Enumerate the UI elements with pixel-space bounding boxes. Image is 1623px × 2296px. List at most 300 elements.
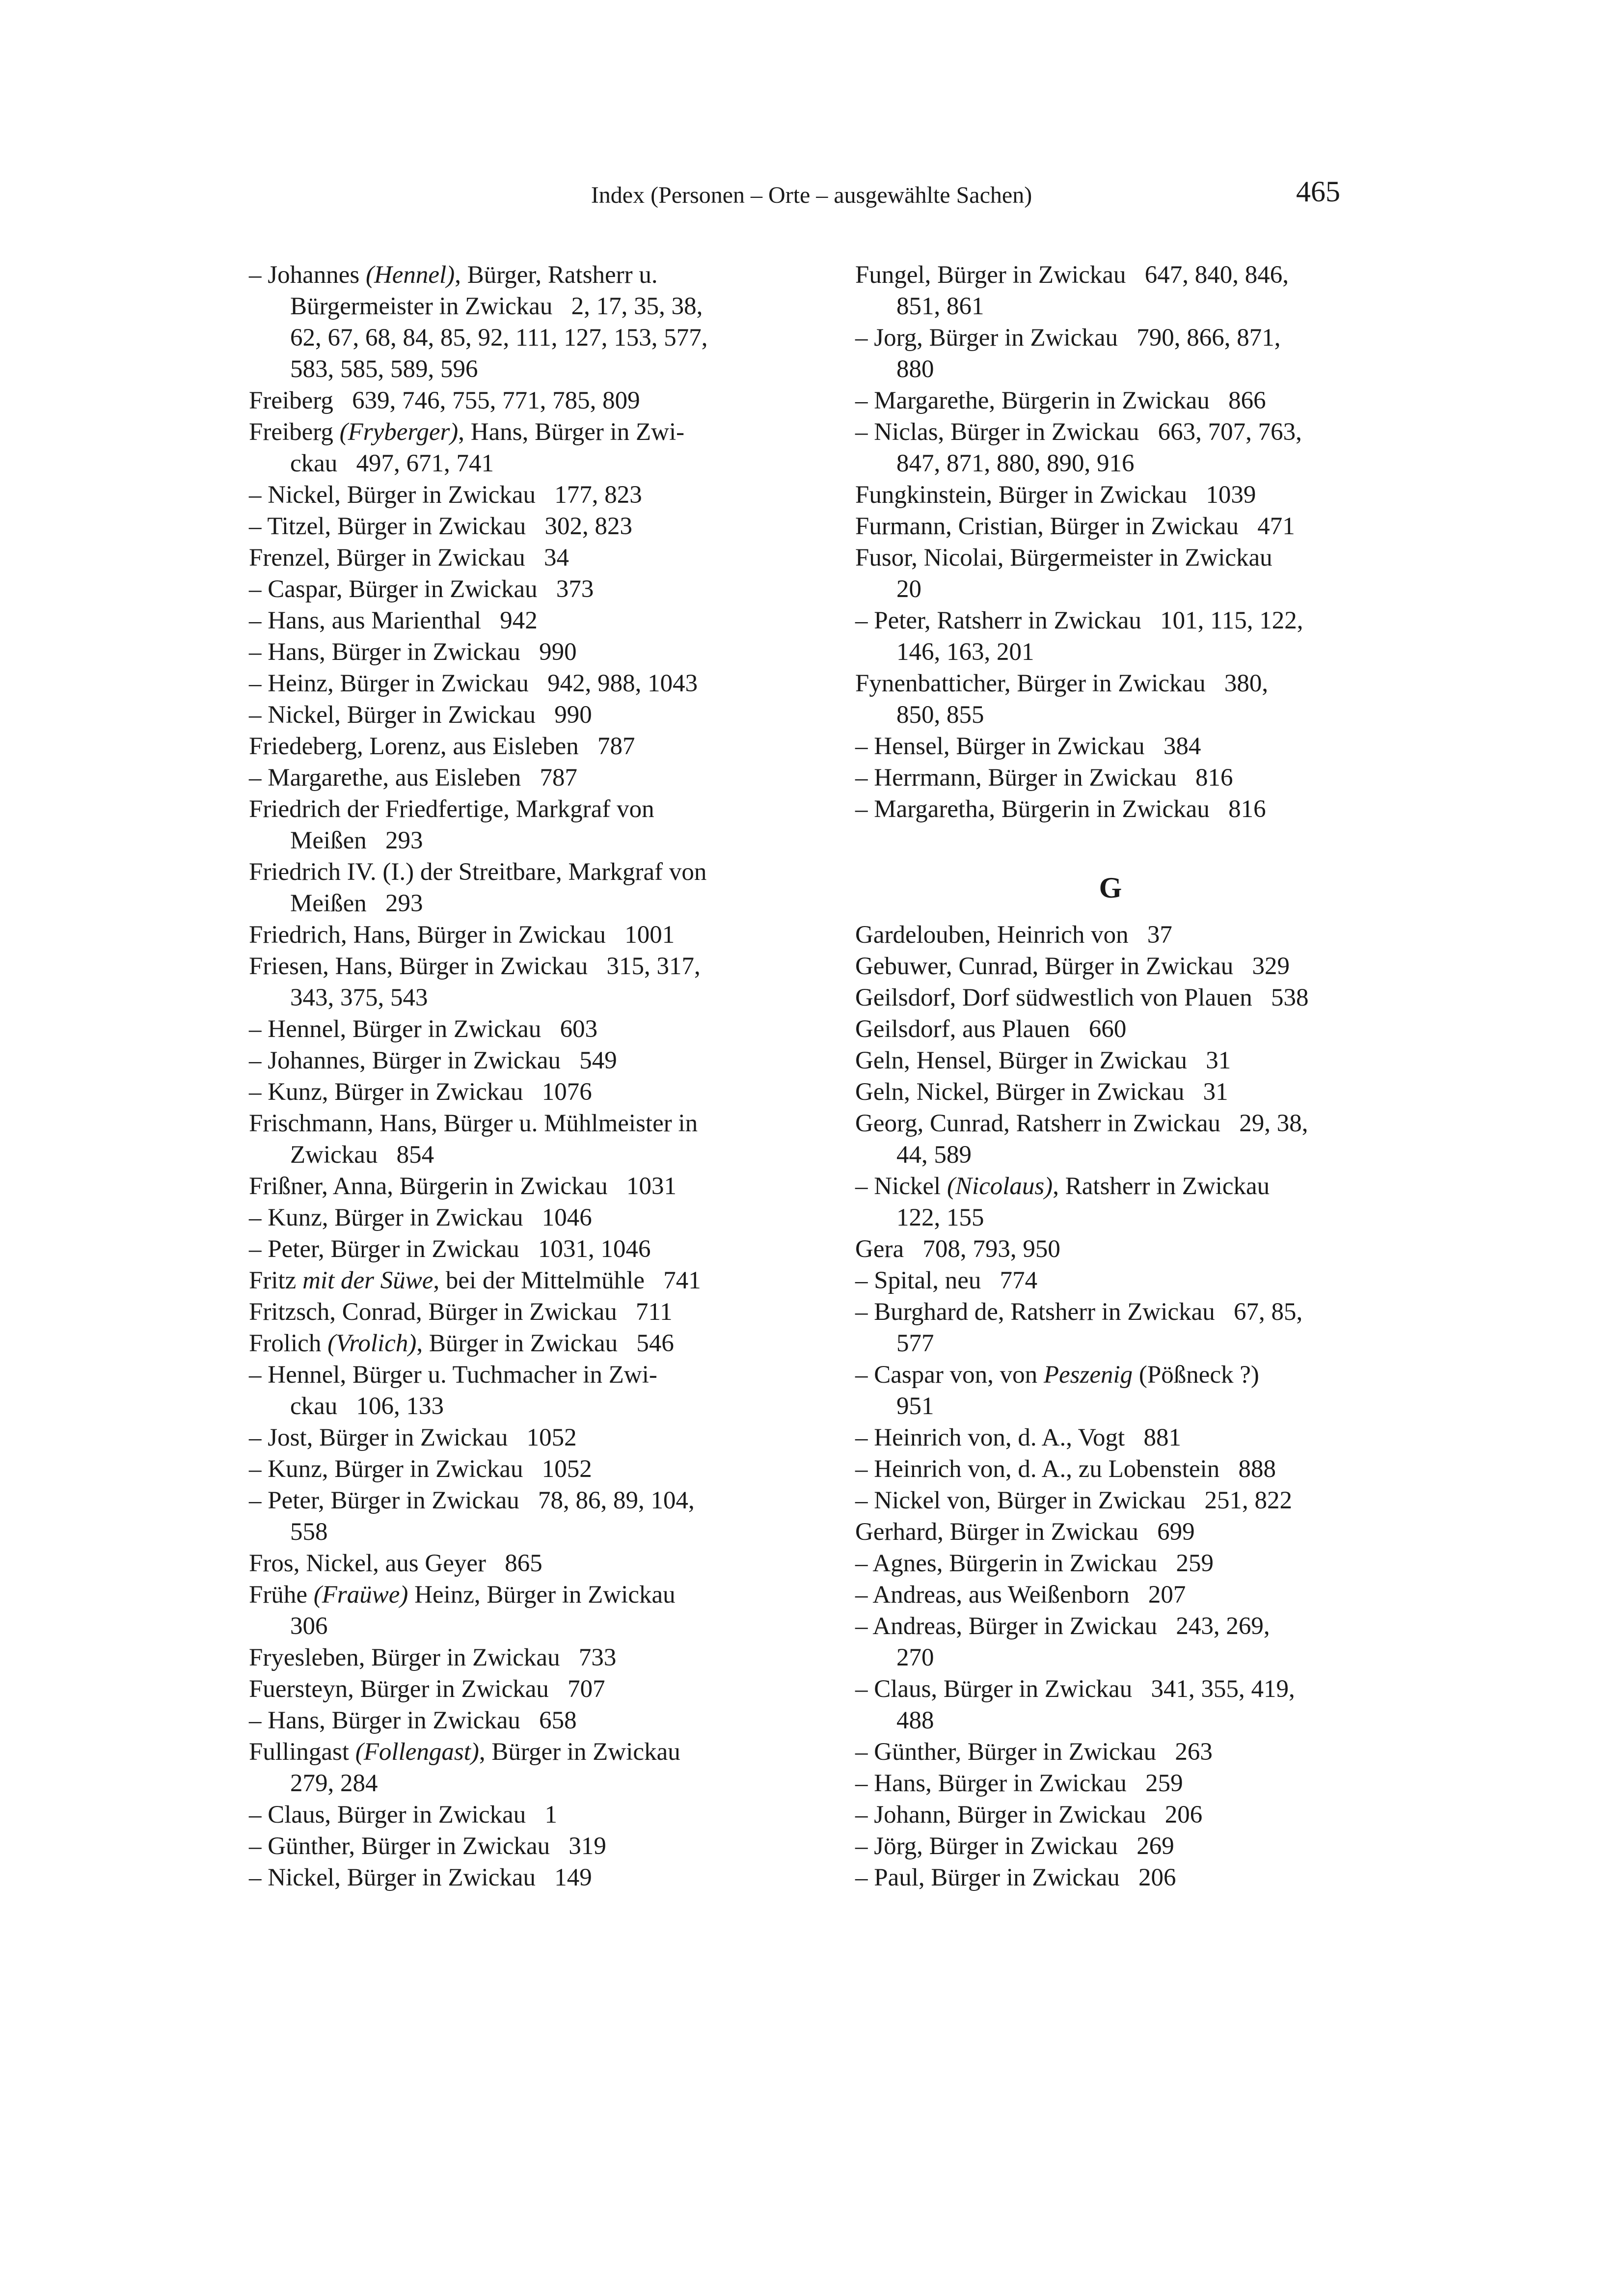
entry-text: – Jörg, Bürger in Zwickau 269 [855,1832,1174,1860]
index-entry-line [249,636,759,668]
index-entry [249,1642,759,1673]
index-entry [249,1171,759,1202]
entry-italic-text: (Hennel) [365,261,455,289]
entry-text: ckau 497, 671, 741 [290,450,494,477]
index-entry-line [855,385,1366,416]
entry-text: – Andreas, Bürger in Zwickau 243, 269, [855,1613,1270,1640]
entry-text: Fynenbatticher, Bürger in Zwickau 380, [855,670,1269,697]
entry-text: Gardelouben, Heinrich von 37 [855,921,1172,949]
index-entry [855,416,1366,479]
index-entry [855,1359,1366,1422]
index-entry-line [855,1831,1366,1862]
index-entry-line [855,511,1366,542]
entry-text: – Hans, Bürger in Zwickau 658 [249,1707,577,1734]
index-entry-line [855,1171,1366,1202]
entry-text: 880 [896,355,934,383]
entry-text: – Johannes, Bürger in Zwickau 549 [249,1047,617,1074]
entry-text: 20 [896,575,921,603]
index-entry-continuation [855,1139,1366,1171]
index-entry [855,1108,1366,1171]
index-entry [855,1485,1366,1516]
entry-text: – Titzel, Bürger in Zwickau 302, 823 [249,513,633,540]
index-column-right [855,259,1366,1893]
entry-text: – Margaretha, Bürgerin in Zwickau 816 [855,795,1266,823]
entry-text: 270 [896,1644,934,1671]
index-entry-line [855,1045,1366,1076]
index-entry-continuation [249,1391,759,1422]
entry-text: 343, 375, 543 [290,984,428,1011]
entry-text: – Caspar von, von [855,1361,1044,1389]
entry-text: Geln, Nickel, Bürger in Zwickau 31 [855,1078,1228,1106]
index-entry-line [249,1485,759,1516]
index-entry [855,1516,1366,1548]
index-entry [249,1328,759,1359]
index-entry-line [855,1579,1366,1611]
index-entry-line [249,605,759,636]
index-entry-continuation [855,1642,1366,1673]
entry-text: Fungel, Bürger in Zwickau 647, 840, 846, [855,261,1289,289]
entry-text: 850, 855 [896,701,984,729]
index-entry [855,1422,1366,1453]
index-entry [855,982,1366,1013]
index-entry [249,1548,759,1579]
index-entry-continuation [855,636,1366,668]
entry-text: Geilsdorf, aus Plauen 660 [855,1015,1127,1043]
index-entry-line [855,322,1366,354]
index-entry-line [249,1453,759,1485]
entry-text: Furmann, Cristian, Bürger in Zwickau 471 [855,513,1295,540]
index-entry-continuation [855,1202,1366,1233]
entry-text: – Margarethe, Bürgerin in Zwickau 866 [855,387,1266,414]
index-entry [249,1359,759,1422]
index-entry [249,1799,759,1831]
index-entry-continuation [855,448,1366,479]
index-entry [249,385,759,416]
index-entry-line [249,699,759,731]
index-entry-line [855,1076,1366,1108]
index-entry-line [249,1673,759,1705]
entry-text: Fritz [249,1267,303,1294]
entry-text: – Nickel von, Bürger in Zwickau 251, 822 [855,1487,1292,1514]
entry-text: 951 [896,1393,934,1420]
entry-text: – Heinz, Bürger in Zwickau 942, 988, 1043 [249,670,698,697]
index-entry-line [249,1328,759,1359]
index-entry [855,1265,1366,1296]
entry-text: – Kunz, Bürger in Zwickau 1076 [249,1078,592,1106]
index-entry-line [249,1736,759,1768]
index-entry-continuation [249,354,759,385]
index-entry [249,1296,759,1328]
entry-text: 122, 155 [896,1204,984,1231]
index-entry [249,1013,759,1045]
entry-text: – Heinrich von, d. A., Vogt 881 [855,1424,1181,1451]
index-group-f-continued [855,259,1366,825]
index-entry [249,636,759,668]
index-entry-continuation [855,291,1366,322]
index-entry-line [249,385,759,416]
entry-text: Frolich [249,1330,328,1357]
entry-text: – Hennel, Bürger u. Tuchmacher in Zwi- [249,1361,657,1389]
entry-italic-text: (Fraüwe) [313,1581,408,1609]
index-entry [249,259,759,385]
index-entry-line [249,951,759,982]
entry-text: – Kunz, Bürger in Zwickau 1052 [249,1455,592,1483]
entry-text: – Spital, neu 774 [855,1267,1038,1294]
entry-text: Friesen, Hans, Bürger in Zwickau 315, 317, [249,953,701,980]
entry-text: , Hans, Bürger in Zwi- [458,418,685,446]
running-header: Index (Personen – Orte – ausgewählte Sachen) [591,182,1032,208]
index-entry [855,542,1366,605]
entry-text: – Nickel, Bürger in Zwickau 990 [249,701,592,729]
index-entry-line [855,919,1366,951]
index-entry-line [855,731,1366,762]
entry-text: Bürgermeister in Zwickau 2, 17, 35, 38, [290,293,703,320]
entry-text: Gerhard, Bürger in Zwickau 699 [855,1518,1195,1546]
entry-text: Fryesleben, Bürger in Zwickau 733 [249,1644,617,1671]
entry-text: Zwickau 854 [290,1141,434,1169]
index-entry-line [249,542,759,574]
index-entry-line [855,668,1366,699]
index-entry-continuation [249,322,759,354]
index-entry [855,951,1366,982]
entry-text: – Johann, Bürger in Zwickau 206 [855,1801,1203,1829]
index-entry [249,1422,759,1453]
index-entry-line [855,416,1366,448]
entry-italic-text: mit der Süwe [302,1267,433,1294]
index-entry-continuation [249,448,759,479]
entry-text: – Hennel, Bürger in Zwickau 603 [249,1015,598,1043]
index-entry [855,605,1366,668]
entry-text: 488 [896,1707,934,1734]
index-entry [855,731,1366,762]
entry-text: Fritzsch, Conrad, Bürger in Zwickau 711 [249,1298,673,1326]
index-entry-line [855,1516,1366,1548]
index-entry-line [249,574,759,605]
entry-italic-text: (Follengast) [355,1738,479,1766]
index-entry-line [249,793,759,825]
index-entry [855,762,1366,793]
index-entry-line [249,1799,759,1831]
index-entry-continuation [249,1139,759,1171]
entry-text: Fungkinstein, Bürger in Zwickau 1039 [855,481,1256,509]
index-entry-line [855,1611,1366,1642]
index-entry-line [249,1108,759,1139]
index-entry-line [249,1045,759,1076]
index-entry [249,1673,759,1705]
entry-text: 583, 585, 589, 596 [290,355,478,383]
index-entry [855,1799,1366,1831]
index-entry-line [249,1705,759,1736]
entry-text: – Niclas, Bürger in Zwickau 663, 707, 763, [855,418,1302,446]
index-entry-line [249,1642,759,1673]
index-entry [249,856,759,919]
index-entry [249,1485,759,1548]
index-entry [249,1736,759,1799]
index-entry [855,479,1366,511]
index-column-left [249,259,759,1893]
index-entry-line [855,1265,1366,1296]
index-entry-line [855,982,1366,1013]
index-entry [249,1233,759,1265]
index-entry [249,1045,759,1076]
entry-italic-text: (Fryberger) [339,418,459,446]
entry-text: Fullingast [249,1738,355,1766]
entry-text: – Peter, Bürger in Zwickau 78, 86, 89, 104, [249,1487,695,1514]
index-entry-line [855,1453,1366,1485]
entry-text: , bei der Mittelmühle 741 [433,1267,701,1294]
entry-text: – Günther, Bürger in Zwickau 263 [855,1738,1213,1766]
index-entry [855,1233,1366,1265]
entry-text: – Margarethe, aus Eisleben 787 [249,764,577,792]
index-entry-continuation [249,888,759,919]
entry-text: – Andreas, aus Weißenborn 207 [855,1581,1186,1609]
entry-text: Heinz, Bürger in Zwickau [408,1581,676,1609]
entry-italic-text: (Nicolaus) [947,1173,1053,1200]
entry-text: Gera 708, 793, 950 [855,1235,1060,1263]
index-entry [249,1831,759,1862]
index-entry-line [855,1485,1366,1516]
index-entry-line [249,919,759,951]
index-group-g [855,919,1366,1893]
index-entry [855,385,1366,416]
index-entry [249,668,759,699]
index-entry-line [855,1013,1366,1045]
index-entry [855,1548,1366,1579]
index-entry-continuation [249,1516,759,1548]
entry-text: – Herrmann, Bürger in Zwickau 816 [855,764,1233,792]
entry-text: 847, 871, 880, 890, 916 [896,450,1135,477]
index-entry-continuation [855,699,1366,731]
entry-text: Frißner, Anna, Bürgerin in Zwickau 1031 [249,1173,676,1200]
entry-text: – Jorg, Bürger in Zwickau 790, 866, 871, [855,324,1281,352]
index-entry [855,1611,1366,1673]
index-entry-line [249,668,759,699]
index-entry-line [249,1862,759,1893]
index-entry-line [855,1768,1366,1799]
index-entry [855,1768,1366,1799]
index-entry-continuation [249,291,759,322]
entry-text: Frischmann, Hans, Bürger u. Mühlmeister in [249,1110,698,1137]
entry-text: – Paul, Bürger in Zwickau 206 [855,1864,1176,1891]
index-entry-line [855,259,1366,291]
index-entry [855,1045,1366,1076]
index-entry [855,1579,1366,1611]
section-letter-heading: G [1099,872,1122,904]
entry-text: – Hans, Bürger in Zwickau 990 [249,638,577,666]
index-entry [249,511,759,542]
entry-text: Friedeberg, Lorenz, aus Eisleben 787 [249,733,635,760]
entry-text: – Claus, Bürger in Zwickau 1 [249,1801,557,1829]
index-entry [249,699,759,731]
index-entry-line [855,951,1366,982]
entry-italic-text: (Vrolich) [327,1330,417,1357]
index-entry [249,542,759,574]
entry-text: ckau 106, 133 [290,1393,444,1420]
index-entry-continuation [855,1705,1366,1736]
index-entry [855,1862,1366,1893]
entry-text: – Peter, Bürger in Zwickau 1031, 1046 [249,1235,651,1263]
index-entry-line [855,1359,1366,1391]
entry-text: Friedrich IV. (I.) der Streitbare, Markgraf von [249,858,707,886]
index-entry-line [249,762,759,793]
index-entry [855,1013,1366,1045]
index-entry-line [249,1265,759,1296]
entry-text: 146, 163, 201 [896,638,1034,666]
index-entry [855,511,1366,542]
index-entry-line [855,542,1366,574]
entry-text: – Agnes, Bürgerin in Zwickau 259 [855,1550,1214,1577]
entry-text: 306 [290,1613,328,1640]
index-entry [855,1453,1366,1485]
entry-text: Georg, Cunrad, Ratsherr in Zwickau 29, 38, [855,1110,1308,1137]
entry-text: Fros, Nickel, aus Geyer 865 [249,1550,542,1577]
entry-text: – Caspar, Bürger in Zwickau 373 [249,575,594,603]
index-entry [249,605,759,636]
index-entry-line [249,1171,759,1202]
entry-text: , Bürger in Zwickau [479,1738,680,1766]
entry-text: Friedrich, Hans, Bürger in Zwickau 1001 [249,921,675,949]
index-entry-line [855,762,1366,793]
index-entry [855,919,1366,951]
index-entry-continuation [249,982,759,1013]
index-entry-line [249,1202,759,1233]
index-entry [855,1296,1366,1359]
index-entry [855,322,1366,385]
index-entry-continuation [855,574,1366,605]
entry-text: – Günther, Bürger in Zwickau 319 [249,1832,606,1860]
index-entry [249,479,759,511]
index-entry [855,1673,1366,1736]
index-entry-line [249,511,759,542]
entry-text: 44, 589 [896,1141,972,1169]
entry-text: Freiberg 639, 746, 755, 771, 785, 809 [249,387,640,414]
index-entry [855,1076,1366,1108]
index-entry-line [249,1296,759,1328]
index-entry-line [855,793,1366,825]
index-entry [249,1705,759,1736]
entry-text: Frenzel, Bürger in Zwickau 34 [249,544,569,572]
entry-text: – Burghard de, Ratsherr in Zwickau 67, 85, [855,1298,1303,1326]
entry-text: Geilsdorf, Dorf südwestlich von Plauen 538 [855,984,1309,1011]
index-entry [249,762,759,793]
entry-text: 558 [290,1518,328,1546]
entry-text: 851, 861 [896,293,984,320]
entry-text: Meißen 293 [290,890,423,917]
index-entry [249,1453,759,1485]
index-entry-line [249,1013,759,1045]
index-entry [249,919,759,951]
entry-text: – Claus, Bürger in Zwickau 341, 355, 419, [855,1675,1295,1703]
entry-text: – Kunz, Bürger in Zwickau 1046 [249,1204,592,1231]
entry-text: – Johannes [249,261,366,289]
index-entry [855,668,1366,731]
index-entry-line [855,1548,1366,1579]
entry-text: – Jost, Bürger in Zwickau 1052 [249,1424,577,1451]
index-entry [249,1862,759,1893]
index-entry-line [855,1862,1366,1893]
index-entry [249,793,759,856]
index-entry-line [249,856,759,888]
index-entry-line [855,605,1366,636]
entry-text: – Hans, Bürger in Zwickau 259 [855,1770,1183,1797]
index-entry-line [855,479,1366,511]
index-entry-line [855,1799,1366,1831]
index-entry-line [249,1422,759,1453]
index-entry [249,1076,759,1108]
entry-text: – Peter, Ratsherr in Zwickau 101, 115, 122, [855,607,1303,634]
index-entry-line [855,1422,1366,1453]
index-entry-continuation [855,354,1366,385]
index-entry-line [249,416,759,448]
index-entry [249,1579,759,1642]
index-entry [249,731,759,762]
index-entry-line [249,1831,759,1862]
entry-text: , Ratsherr in Zwickau [1053,1173,1270,1200]
index-entry-continuation [249,1768,759,1799]
index-entry-line [249,1359,759,1391]
page-number: 465 [1296,175,1340,208]
entry-text: (Pößneck ?) [1133,1361,1259,1389]
entry-text: 577 [896,1330,934,1357]
index-entry-continuation [249,825,759,856]
index-entry [249,1108,759,1171]
entry-text: Fusor, Nicolai, Bürgermeister in Zwickau [855,544,1272,572]
entry-text: – Nickel, Bürger in Zwickau 177, 823 [249,481,642,509]
index-entry-line [855,1108,1366,1139]
index-entry-continuation [855,1328,1366,1359]
index-entry [855,793,1366,825]
entry-text: Friedrich der Friedfertige, Markgraf von [249,795,654,823]
entry-text: – Nickel [855,1173,947,1200]
index-entry-line [855,1233,1366,1265]
index-entry-line [249,1076,759,1108]
index-entry [249,574,759,605]
entry-text: , Bürger in Zwickau 546 [416,1330,674,1357]
entry-text: – Nickel, Bürger in Zwickau 149 [249,1864,592,1891]
index-entry-line [249,1548,759,1579]
index-entry [855,259,1366,322]
entry-text: Geln, Hensel, Bürger in Zwickau 31 [855,1047,1231,1074]
index-entry [855,1736,1366,1768]
index-entry-line [249,1579,759,1611]
entry-text: – Hans, aus Marienthal 942 [249,607,538,634]
index-entry-line [249,479,759,511]
entry-text: 279, 284 [290,1770,378,1797]
index-entry-continuation [855,1391,1366,1422]
entry-text: Meißen 293 [290,827,423,854]
entry-text: – Heinrich von, d. A., zu Lobenstein 888 [855,1455,1276,1483]
index-entry [855,1171,1366,1233]
index-entry-line [855,1673,1366,1705]
index-entry-line [249,259,759,291]
index-entry [249,951,759,1013]
index-entry-line [855,1296,1366,1328]
index-entry-continuation [249,1611,759,1642]
index-entry [855,1831,1366,1862]
entry-text: Freiberg [249,418,340,446]
entry-text: Frühe [249,1581,314,1609]
index-entry-line [855,1736,1366,1768]
index-entry [249,1265,759,1296]
entry-italic-text: Peszenig [1043,1361,1133,1389]
index-entry [249,416,759,479]
entry-text: , Bürger, Ratsherr u. [455,261,658,289]
index-entry-line [249,1233,759,1265]
index-entry-line [249,731,759,762]
entry-text: Fuersteyn, Bürger in Zwickau 707 [249,1675,605,1703]
index-entry [249,1202,759,1233]
entry-text: – Hensel, Bürger in Zwickau 384 [855,733,1201,760]
